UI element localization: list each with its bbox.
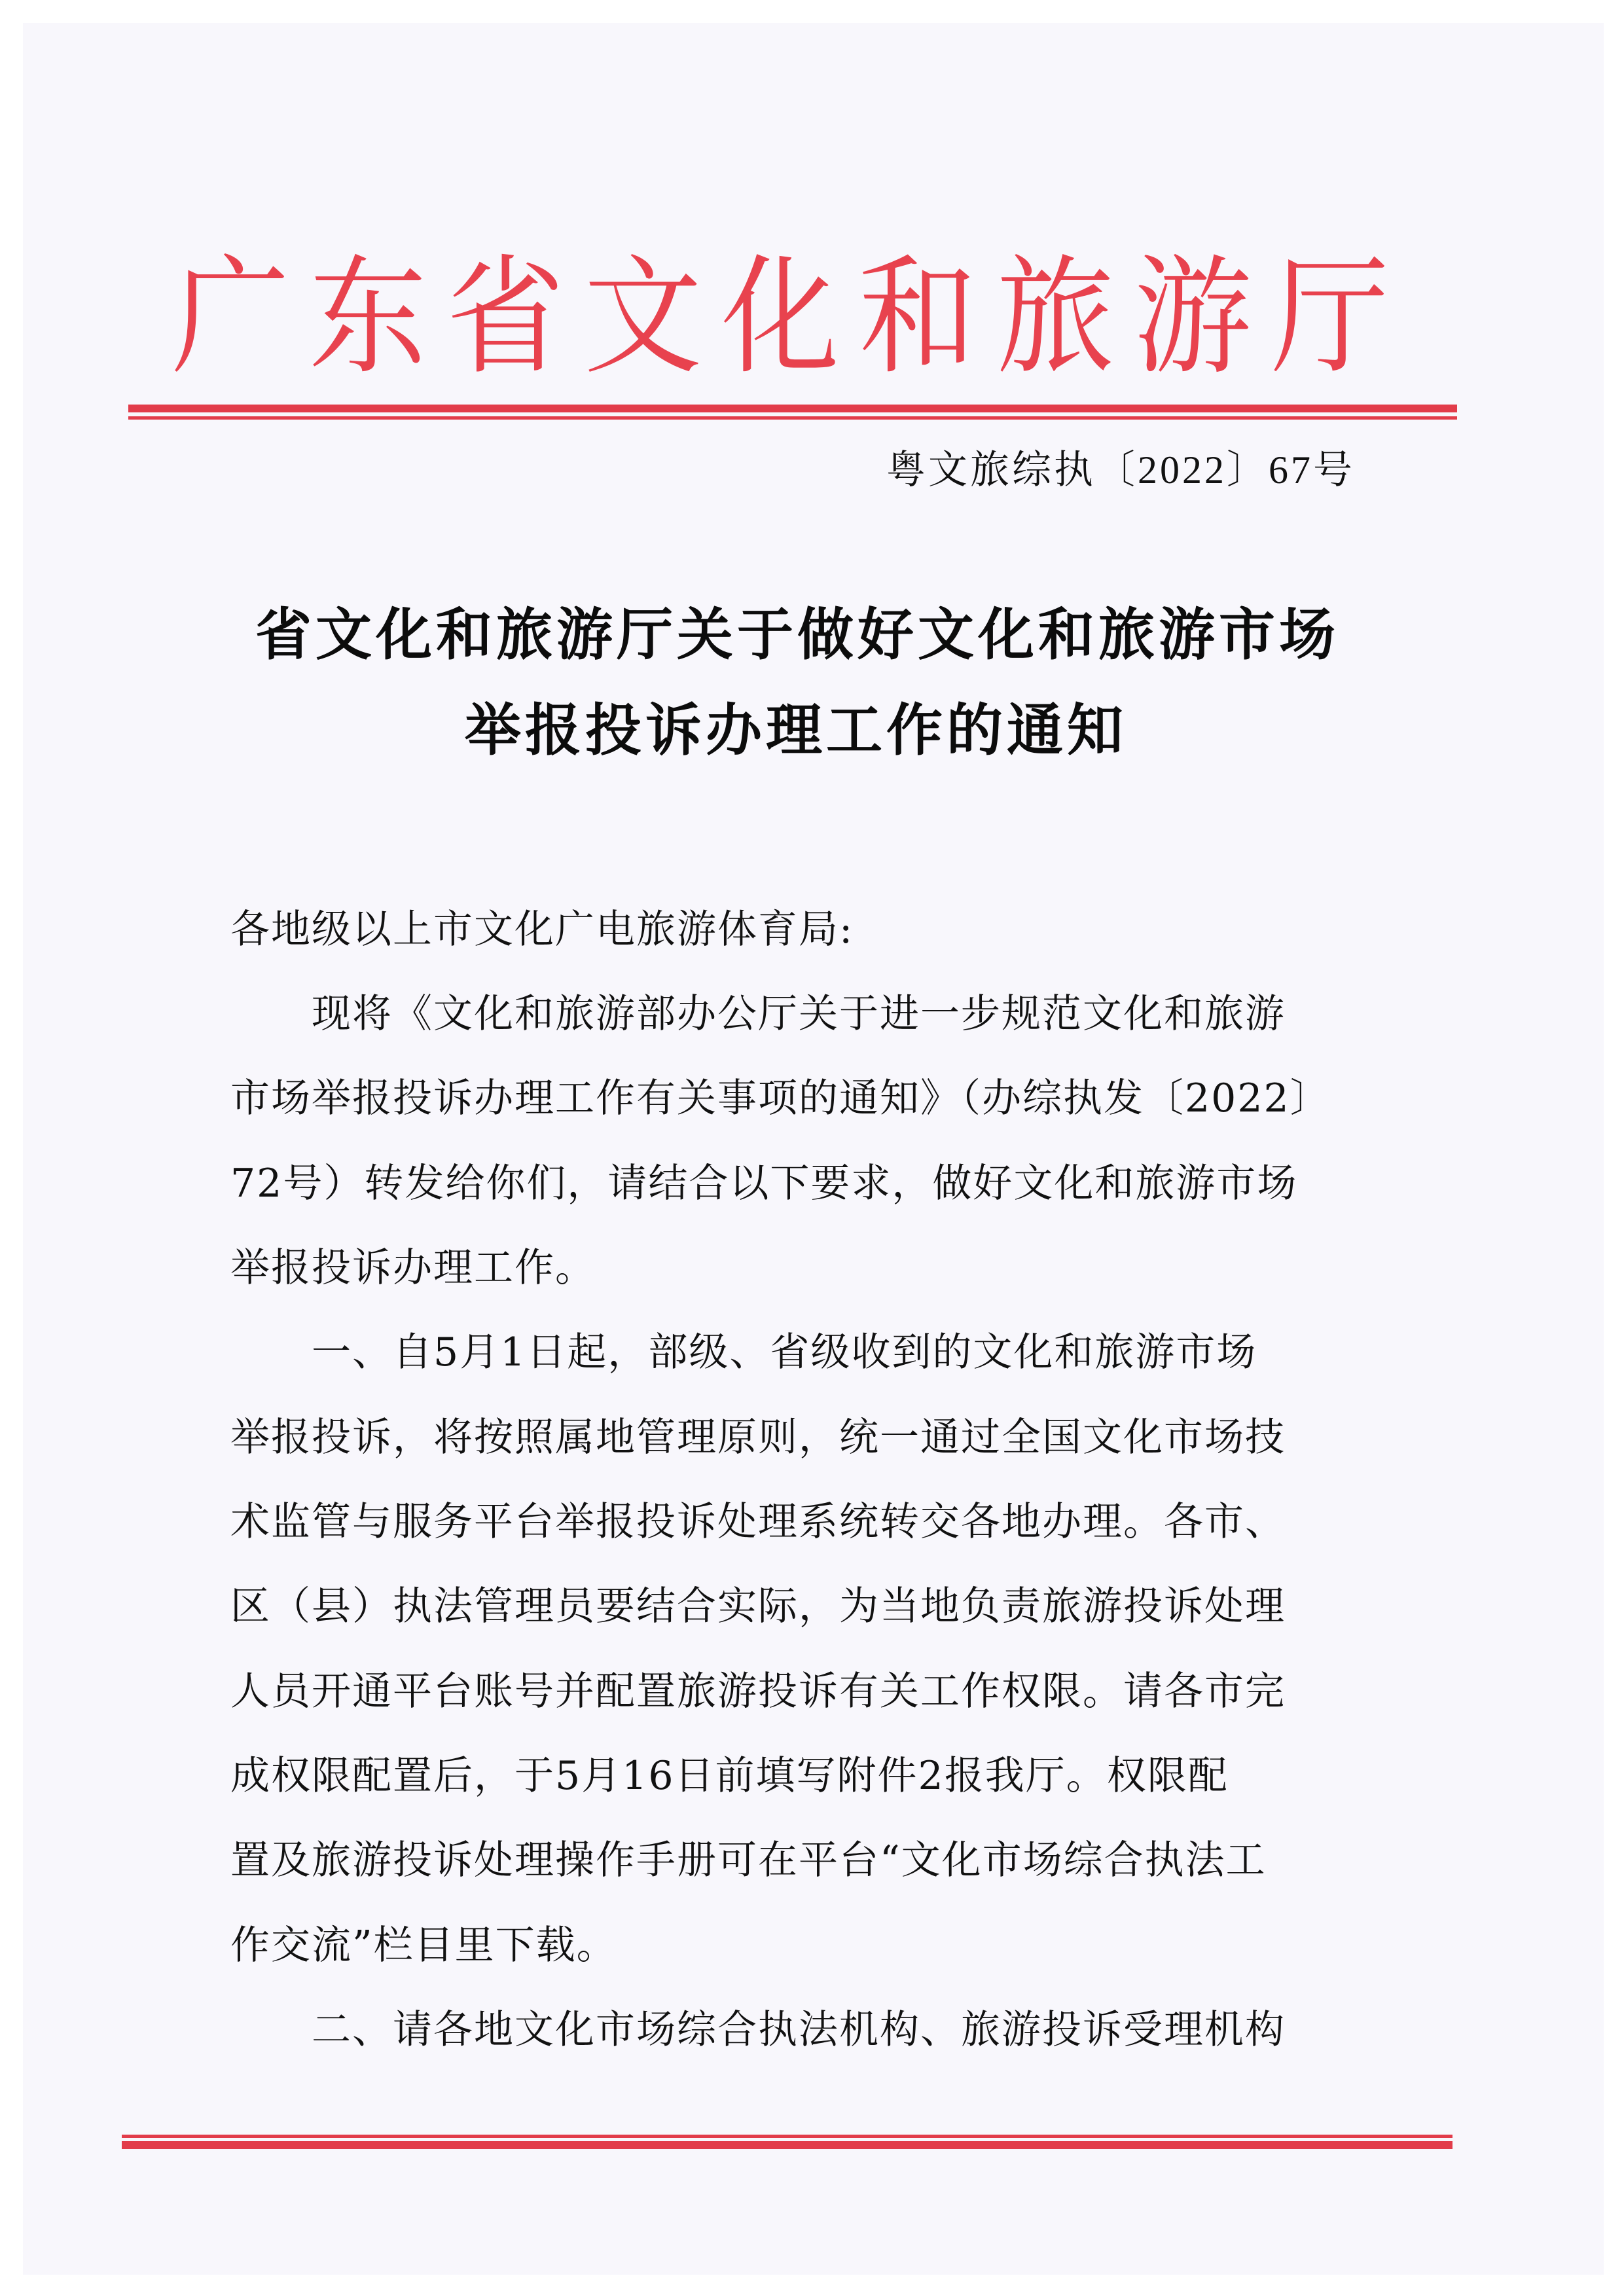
document-title-line-2: 举报投诉办理工作的通知	[465, 697, 1127, 763]
agency-header-char: 游	[1134, 243, 1252, 392]
body-line: 成权限配置后，于5月16日前填写附件2报我厅。权限配	[230, 1753, 1229, 1799]
body-line: 举报投诉办理工作。	[230, 1245, 596, 1291]
document-title-line-1: 省文化和旅游厅关于做好文化和旅游市场	[255, 602, 1339, 668]
body-line: 术监管与服务平台举报投诉处理系统转交各地办理。各市、	[230, 1499, 1286, 1545]
footer-rule-thick	[122, 2141, 1453, 2149]
agency-header-char: 文	[584, 243, 702, 392]
body-line: 置及旅游投诉处理操作手册可在平台“文化市场综合执法工	[230, 1837, 1267, 1883]
salutation: 各地级以上市文化广电旅游体育局:	[230, 907, 854, 952]
footer-rule-thin	[122, 2135, 1453, 2138]
body-line: 举报投诉，将按照属地管理原则，统一通过全国文化市场技	[230, 1415, 1286, 1460]
agency-header-char: 东	[309, 243, 427, 392]
header-rule-thick	[128, 405, 1457, 412]
agency-header-char: 化	[721, 243, 840, 392]
document-number: 粤文旅综执〔2022〕67号	[886, 448, 1355, 492]
body-line: 人员开通平台账号并配置旅游投诉有关工作权限。请各市完	[230, 1669, 1286, 1714]
agency-header-char: 省	[446, 243, 565, 392]
agency-header-char: 旅	[996, 243, 1115, 392]
body-line: 区（县）执法管理员要结合实际，为当地负责旅游投诉处理	[230, 1583, 1286, 1629]
agency-header-char: 厅	[1271, 243, 1390, 392]
body-line: 作交流”栏目里下载。	[230, 1923, 617, 1968]
body-line: 72号）转发给你们，请结合以下要求，做好文化和旅游市场	[230, 1161, 1298, 1206]
body-line: 一、自5月1日起，部级、省级收到的文化和旅游市场	[312, 1329, 1257, 1375]
body-line: 现将《文化和旅游部办公厅关于进一步规范文化和旅游	[312, 991, 1286, 1037]
body-line: 市场举报投诉办理工作有关事项的通知》（办综执发〔2022〕	[230, 1075, 1331, 1121]
agency-header-char: 和	[859, 243, 977, 392]
agency-header-char: 广	[171, 243, 290, 392]
header-rule-thin	[128, 416, 1457, 420]
body-line: 二、请各地文化市场综合执法机构、旅游投诉受理机构	[312, 2007, 1286, 2053]
